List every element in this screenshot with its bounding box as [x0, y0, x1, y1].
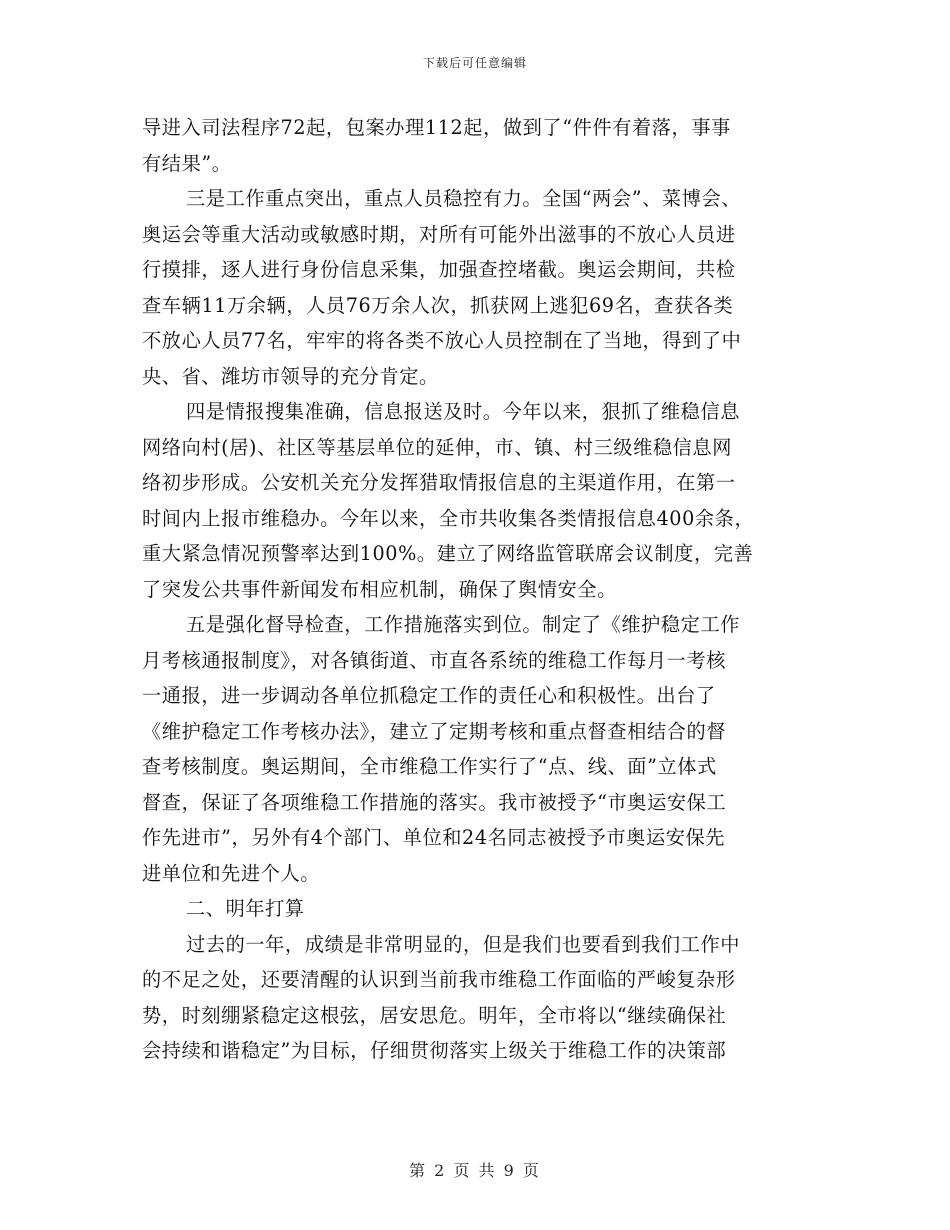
body-line: 有结果”。 [142, 151, 232, 175]
body-line: 《维护稳定工作考核办法》，建立了定期考核和重点督查相结合的督 [142, 719, 727, 743]
body-line: 五是强化督导检查，工作措施落实到位。制定了《维护稳定工作 [186, 613, 741, 636]
section-heading: 二、明年打算 [186, 897, 305, 920]
body-line: 作先进市”，另外有4个部门、单位和24名同志被授予市奥运安保先 [142, 826, 726, 849]
body-line: 四是情报搜集准确，信息报送及时。今年以来，狠抓了维稳信息 [186, 400, 741, 423]
body-line: 了突发公共事件新闻发布相应机制，确保了舆情安全。 [142, 577, 617, 601]
body-line: 导进入司法程序72起，包案办理112起，做到了“件件有着落，事事 [142, 116, 731, 139]
body-line: 查考核制度。奥运期间，全市维稳工作实行了“点、线、面”立体式 [142, 755, 717, 778]
body-line: 不放心人员77名，牢牢的将各类不放心人员控制在了当地，得到了中 [142, 329, 742, 352]
body-line: 会持续和谐稳定”为目标，仔细贯彻落实上级关于维稳工作的决策部 [142, 1039, 727, 1062]
document-body [142, 110, 812, 1069]
body-line: 重大紧急情况预警率达到100%。建立了网络监管联席会议制度，完善 [142, 542, 754, 565]
page-footer: 第 2 页 共 9 页 [409, 1161, 541, 1180]
body-line: 过去的一年，成绩是非常明显的，但是我们也要看到我们工作中 [186, 932, 741, 956]
page-header: 下载后可任意编辑 [422, 56, 527, 70]
body-line: 时间内上报市维稳办。今年以来，全市共收集各类情报信息400余条， [142, 506, 755, 530]
body-line: 一通报，进一步调动各单位抓稳定工作的责任心和积极性。出台了 [142, 684, 716, 707]
body-line: 督查，保证了各项维稳工作措施的落实。我市被授予“市奥运安保工 [142, 790, 727, 814]
body-line: 三是工作重点突出，重点人员稳控有力。全国“两会”、菜博会、 [186, 187, 742, 210]
body-line: 行摸排，逐人进行身份信息采集，加强查控堵截。奥运会期间，共检 [142, 258, 736, 281]
body-line: 央、省、潍坊市领导的充分肯定。 [142, 364, 439, 388]
body-line: 的不足之处，还要清醒的认识到当前我市维稳工作面临的严峻复杂形 [142, 968, 736, 991]
body-line: 月考核通报制度》，对各镇街道、市直各系统的维稳工作每月一考核 [142, 648, 727, 672]
body-line: 网络向村(居)、社区等基层单位的延伸，市、镇、村三级维稳信息网 [142, 435, 733, 459]
body-line: 查车辆11万余辆，人员76万余人次，抓获网上逃犯69名，查获各类 [142, 293, 734, 317]
body-line: 络初步形成。公安机关充分发挥猎取情报信息的主渠道作用，在第一 [142, 471, 736, 494]
body-line: 势，时刻绷紧稳定这根弦，居安思危。明年，全市将以“继续确保社 [142, 1003, 727, 1027]
body-line: 进单位和先进个人。 [142, 861, 321, 885]
body-line: 奥运会等重大活动或敏感时期，对所有可能外出滋事的不放心人员进 [142, 222, 736, 246]
